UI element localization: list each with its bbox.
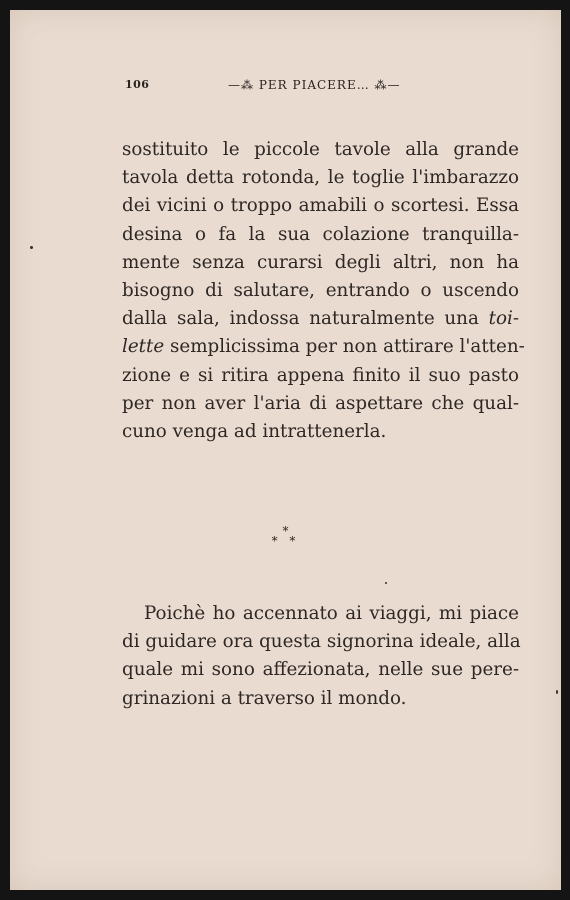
paper-speck bbox=[385, 582, 387, 584]
text-segment: semplicissima per non attirare l'atten- bbox=[170, 336, 525, 358]
text-line: Poichè ho accennato ai viaggi, mi piace bbox=[144, 603, 519, 624]
text-line: dei vicini o troppo amabili o scortesi. Essa bbox=[122, 195, 519, 217]
page-header bbox=[10, 76, 561, 96]
page-number: 106 bbox=[125, 78, 150, 91]
text-line: di guidare ora questa signorina ideale, alla bbox=[122, 631, 521, 653]
paper-speck bbox=[556, 690, 558, 694]
text-line: mente senza curarsi degli altri, non ha bbox=[122, 251, 519, 273]
text-line bbox=[122, 305, 519, 333]
italic-word: lette bbox=[122, 336, 165, 358]
italic-word: toi- bbox=[488, 308, 520, 330]
text-line: zione e si ritira appena finito il suo pasto bbox=[122, 364, 519, 386]
paragraph-2 bbox=[122, 600, 519, 713]
text-line: cuno venga ad intrattenerla. bbox=[122, 421, 387, 443]
ornament-stars-icon: ⁎ ⁎ bbox=[271, 530, 300, 544]
text-segment: dalla sala, indossa naturalmente una bbox=[122, 308, 479, 330]
text-line: sostituito le piccole tavole alla grande bbox=[122, 139, 519, 160]
text-line: tavola detta rotonda, le toglie l'imbarazzo bbox=[122, 167, 519, 189]
paragraph-1 bbox=[122, 136, 525, 446]
ornament-star-icon: ⁎ bbox=[282, 520, 289, 534]
text-line: grinazioni a traverso il mondo. bbox=[122, 687, 407, 709]
paper-speck bbox=[30, 246, 33, 249]
text-line: desina o fa la sua colazione tranquilla- bbox=[122, 223, 519, 245]
text-line: per non aver l'aria di aspettare che qual- bbox=[122, 392, 519, 414]
text-line: quale mi sono affezionata, nelle sue pere- bbox=[122, 659, 519, 681]
running-title: —⁂ PER PIACERE… ⁂— bbox=[228, 78, 401, 92]
book-page bbox=[10, 10, 561, 890]
text-line: bisogno di salutare, entrando o uscendo bbox=[122, 280, 519, 302]
section-ornament bbox=[10, 522, 561, 542]
text-line bbox=[122, 333, 525, 361]
